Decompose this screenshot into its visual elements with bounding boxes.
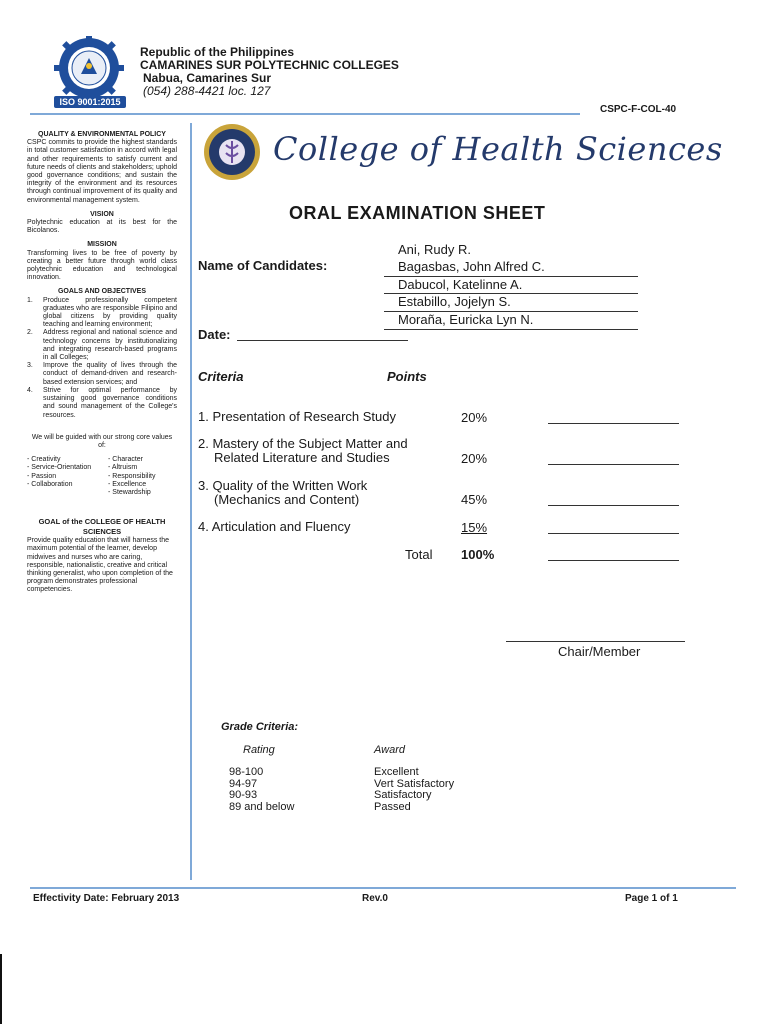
- core-value: - Character: [108, 456, 144, 464]
- candidates-label: Name of Candidates:: [198, 258, 328, 273]
- core-value: - Stewardship: [108, 488, 151, 496]
- goals-list: [27, 297, 177, 420]
- effectivity-date: Effectivity Date: February 2013: [33, 893, 180, 904]
- candidate-name: Dabucol, Katelinne A.: [384, 277, 638, 295]
- criterion-2: 2. Mastery of the Subject Matter and Related Literature and Studies: [198, 436, 408, 465]
- candidate-name: Moraña, Euricka Lyn N.: [384, 312, 638, 330]
- criterion-1-score-field[interactable]: [548, 423, 679, 424]
- core-value: - Service-Orientation: [27, 464, 92, 472]
- rating-value: 94-97: [229, 777, 258, 790]
- award-value: Vert Satisfactory: [374, 777, 455, 790]
- list-item: 2. Address regional and national science and technology concerns by institutionalizing and integrating research-based programs in all Colleges;: [27, 329, 177, 362]
- award-value: Passed: [374, 800, 411, 813]
- list-item: 3. Improve the quality of lives through the conduct of demand-driven and research-based extension services; and: [27, 362, 177, 386]
- candidate-name: Ani, Rudy R.: [398, 242, 471, 257]
- criterion-3-weight: 45%: [461, 492, 488, 507]
- criterion-3-score-field[interactable]: [548, 505, 679, 506]
- revision: Rev.0: [362, 893, 388, 904]
- award-header: Award: [374, 744, 405, 756]
- candidates-list: [384, 242, 638, 330]
- core-value: - Passion: [27, 472, 57, 480]
- vision-text: Polytechnic education at its best for the Bicolanos.: [27, 219, 177, 235]
- sheet-title: ORAL EXAMINATION SHEET: [289, 203, 546, 223]
- rating-value: 98-100: [229, 766, 264, 778]
- award-column: [374, 767, 454, 813]
- total-score-field[interactable]: [548, 560, 679, 561]
- core-values-intro: We will be guided with our strong core values of:: [31, 433, 173, 449]
- list-item: 1. Produce professionally competent graduates who are responsible Filipino and global citizens by providing quality teaching and learning environment;: [27, 296, 177, 329]
- list-item: 4. Strive for optimal performance by sustaining good governance conditions and sound management of the College's resources.: [27, 386, 177, 419]
- policy-title: QUALITY & ENVIRONMENTAL POLICY: [38, 131, 166, 138]
- policy-sidebar: [27, 131, 177, 595]
- college-seal-logo: [201, 123, 263, 181]
- criterion-4-score-field[interactable]: [548, 533, 679, 534]
- criteria-header: Criteria: [198, 369, 244, 384]
- criterion-4-weight: 15%: [461, 520, 488, 535]
- signature-label: Chair/Member: [558, 644, 641, 659]
- criterion-1-weight: 20%: [461, 410, 488, 425]
- points-header: Points: [387, 369, 427, 384]
- iso-badge: ISO 9001:2015: [54, 96, 126, 108]
- core-value: - Altruism: [108, 464, 138, 472]
- institution-name: CAMARINES SUR POLYTECHNIC COLLEGES: [140, 58, 399, 72]
- rating-column: [229, 767, 294, 813]
- candidate-name: Estabillo, Jojelyn S.: [384, 294, 638, 312]
- rating-header: Rating: [243, 744, 275, 756]
- criterion-2-weight: 20%: [461, 451, 488, 466]
- header-divider: [30, 113, 580, 115]
- republic-line: Republic of the Philippines: [140, 45, 295, 59]
- college-goal-title: GOAL of the COLLEGE OF HEALTH SCIENCES: [38, 517, 166, 537]
- grade-criteria-title: Grade Criteria:: [221, 721, 299, 733]
- rating-value: 89 and below: [229, 800, 295, 813]
- form-code: CSPC-F-COL-40: [600, 104, 677, 115]
- goals-title: GOALS AND OBJECTIVES: [57, 288, 147, 296]
- criterion-3: 3. Quality of the Written Work (Mechanics and Content): [198, 478, 368, 507]
- mission-text: Transforming lives to be free of poverty by creating a better future through world class polytechnic education and technological innovation.: [27, 249, 177, 282]
- signature-field[interactable]: [506, 641, 685, 642]
- scan-edge: [0, 954, 2, 1024]
- page-number: Page 1 of 1: [625, 893, 678, 904]
- footer-divider: [30, 887, 736, 889]
- college-title: College of Health Sciences: [273, 130, 723, 168]
- policy-text: CSPC commits to provide the highest standards in total customer satisfaction in accord with legal and other requirements to satisfy current and future needs of clients and stakeholders; uphold good governance conditions; and sustain the integrity of the environment and its resources through continual improvement of its quality and environmental management system.: [27, 139, 177, 204]
- vision-title: VISION: [90, 210, 114, 218]
- criterion-1: 1. Presentation of Research Study: [198, 409, 397, 424]
- award-value: Excellent: [374, 766, 419, 778]
- institution-header: [140, 46, 399, 98]
- core-value: - Creativity: [27, 456, 61, 464]
- core-value: - Excellence: [108, 480, 147, 488]
- candidate-name: Bagasbas, John Alfred C.: [384, 259, 638, 277]
- mission-title: MISSION: [87, 241, 117, 249]
- total-label: Total: [405, 547, 433, 562]
- institution-location: Nabua, Camarines Sur: [143, 71, 272, 85]
- date-field[interactable]: [237, 340, 408, 341]
- criterion-4: 4. Articulation and Fluency: [198, 519, 351, 534]
- criterion-2-score-field[interactable]: [548, 464, 679, 465]
- date-label: Date:: [198, 327, 231, 342]
- total-value: 100%: [461, 547, 495, 562]
- sidebar-divider: [190, 123, 192, 880]
- core-value: - Responsibility: [108, 472, 156, 480]
- rating-value: 90-93: [229, 789, 258, 801]
- core-values: [27, 456, 177, 497]
- award-value: Satisfactory: [374, 789, 432, 801]
- institution-phone: (054) 288-4421 loc. 127: [143, 84, 271, 98]
- core-value: - Collaboration: [27, 480, 73, 488]
- college-goal-text: Provide quality education that will harness the maximum potential of the learner, develop midwives and nurses who are caring, responsible, nationalistic, creative and critical thinking generalist, who upon completion of the program demonstrates professional competencies.: [27, 537, 173, 594]
